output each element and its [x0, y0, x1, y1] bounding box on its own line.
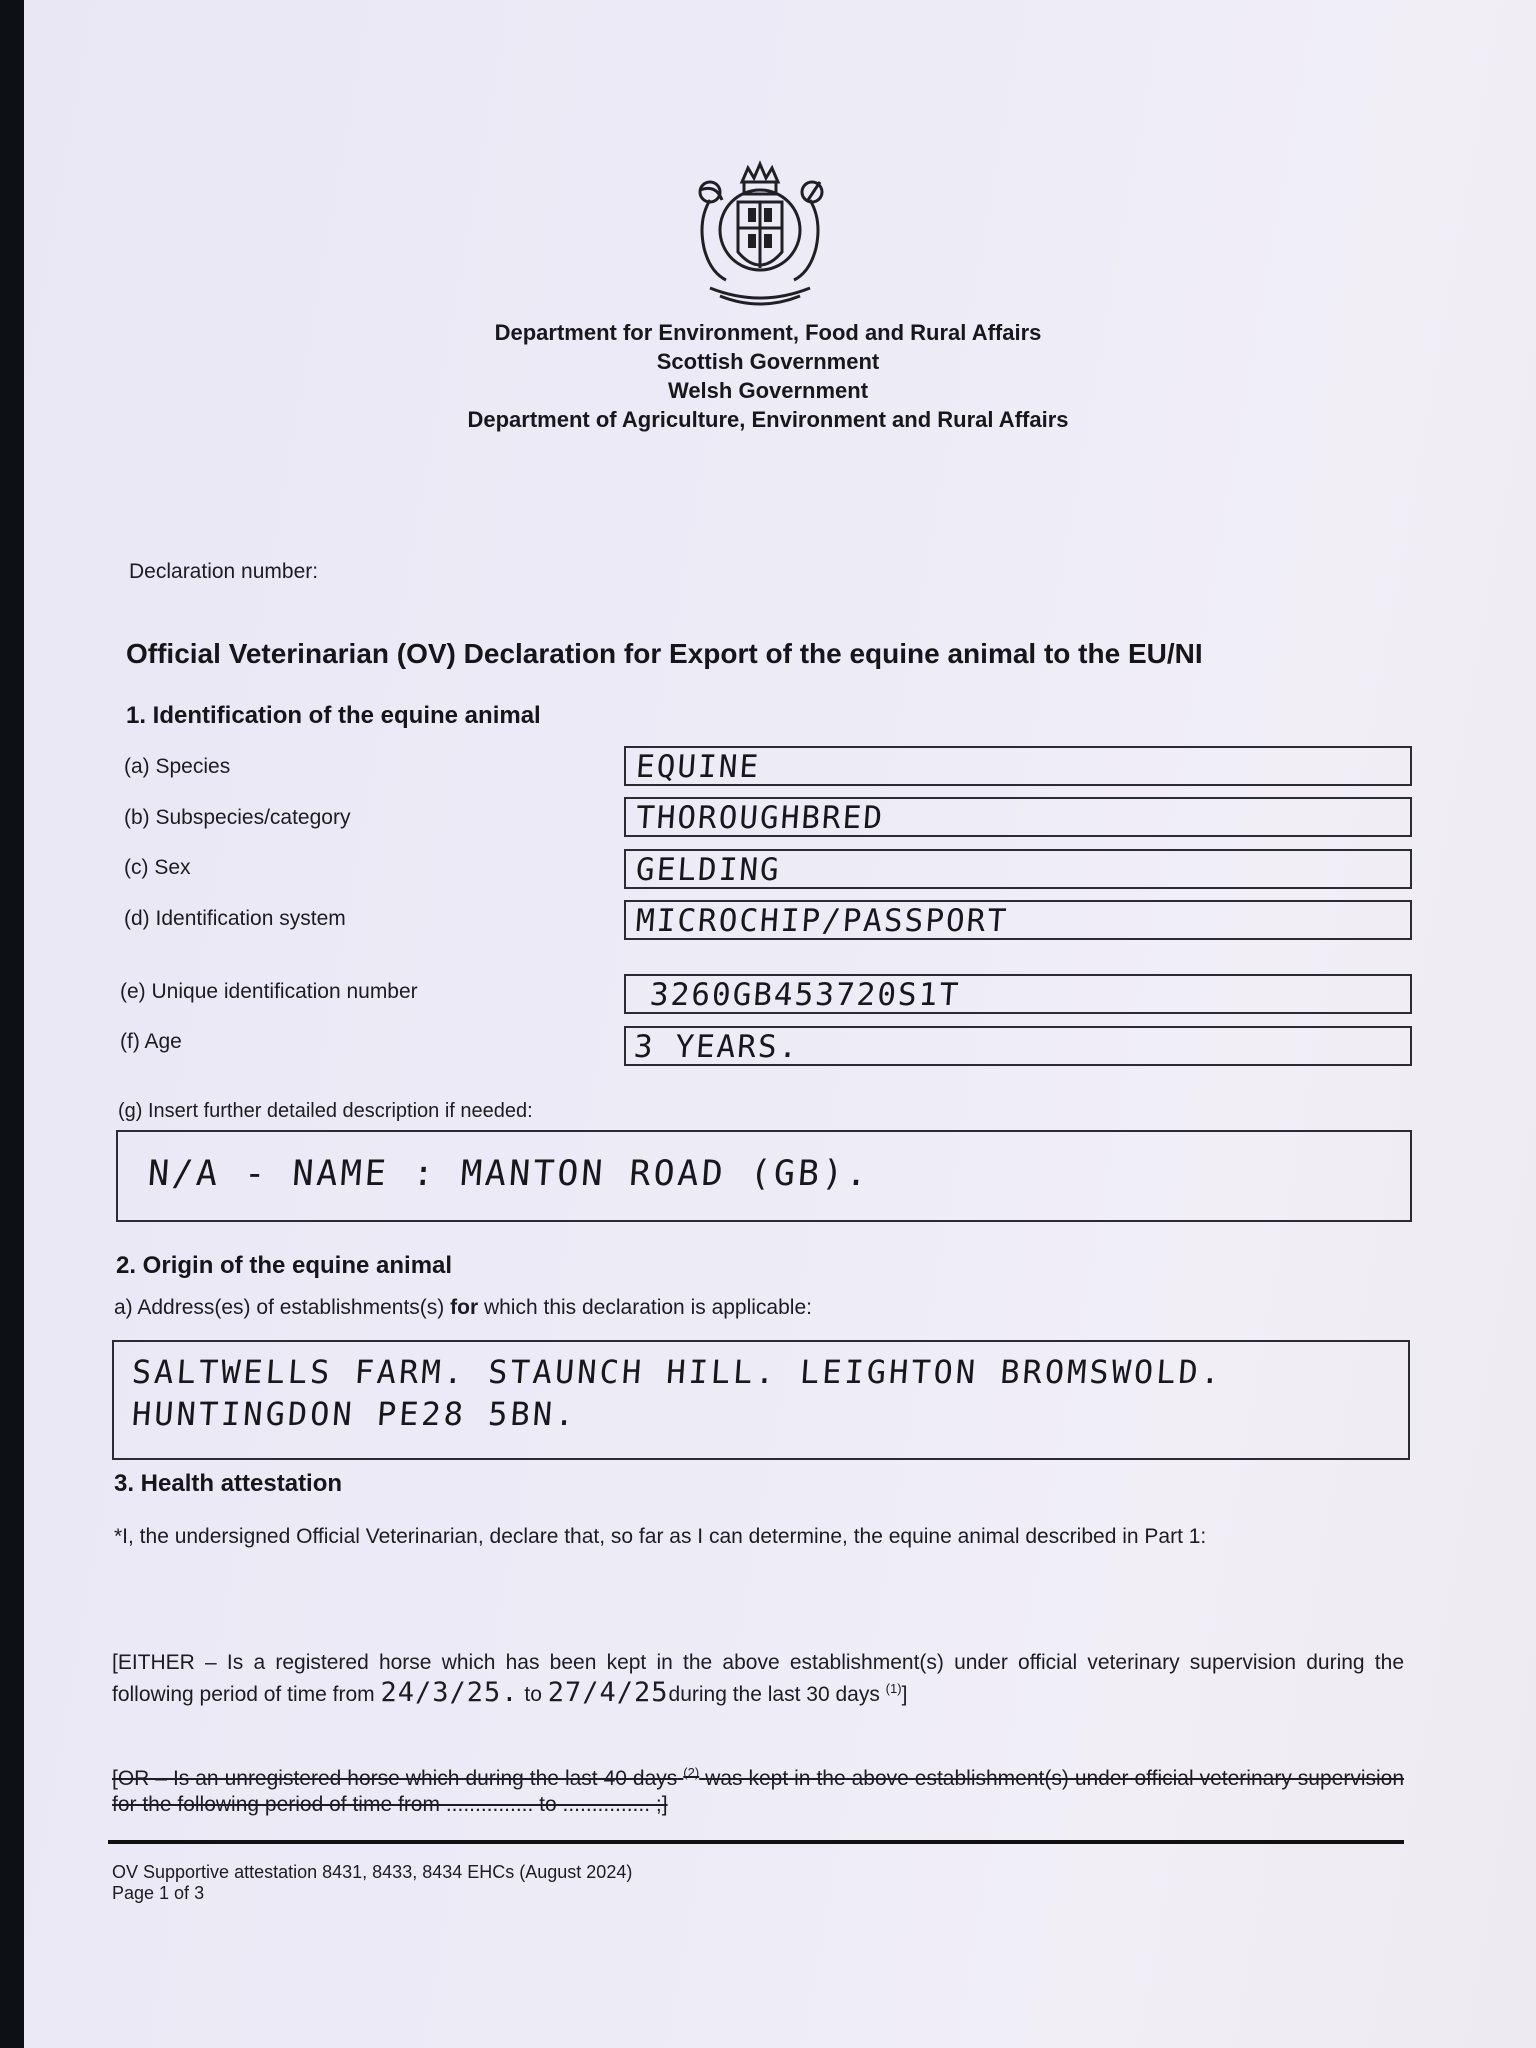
species-label: (a) Species	[124, 755, 231, 778]
footer-rule	[108, 1840, 1404, 1844]
address-label	[114, 1296, 812, 1320]
unique-id-label: (e) Unique identification number	[120, 980, 418, 1003]
declaration-number-label: Declaration number:	[129, 560, 319, 583]
address-line-1: SALTWELLS FARM. STAUNCH HILL. LEIGHTON BROMSWOLD.	[130, 1353, 1225, 1391]
species-field[interactable]	[624, 746, 1412, 786]
either-tail: during the last 30 days	[668, 1683, 880, 1706]
further-description-label: (g) Insert further detailed description if needed:	[118, 1100, 533, 1122]
footer	[112, 1862, 632, 1904]
section-3-heading: 3. Health attestation	[114, 1470, 343, 1497]
subspecies-field[interactable]	[624, 797, 1412, 837]
either-to-word: to	[524, 1683, 542, 1706]
address-field[interactable]	[112, 1340, 1410, 1460]
identification-system-label: (d) Identification system	[124, 907, 346, 930]
address-line-2: HUNTINGDON PE28 5BN.	[130, 1395, 579, 1433]
department-line: Department for Environment, Food and Rural Affairs	[494, 320, 1042, 345]
subspecies-label: (b) Subspecies/category	[124, 806, 351, 829]
age-label: (f) Age	[120, 1030, 182, 1053]
either-from-date[interactable]: 24/3/25.	[380, 1677, 519, 1708]
unique-id-value: 3260GB453720S1T	[648, 977, 962, 1013]
either-close: ]	[901, 1683, 908, 1706]
identification-system-value: MICROCHIP/PASSPORT	[634, 903, 1010, 939]
footnote-ref-2: (2)	[683, 1765, 700, 1780]
or-text-b: was kept in the above establishment(s) under official veterinary supervision for the following period of time from ............... to ............... ;]	[112, 1767, 1405, 1816]
unique-id-field[interactable]	[624, 974, 1412, 1014]
sex-value: GELDING	[634, 852, 782, 888]
either-text: [EITHER – Is a registered horse which has been kept in the above establishment(s) under official veterinary supervision during the following period of time from	[112, 1651, 1404, 1706]
species-value: EQUINE	[634, 749, 762, 785]
department-line: Department of Agriculture, Environment and Rural Affairs	[467, 407, 1069, 432]
royal-coat-of-arms-icon	[670, 160, 850, 310]
sex-field[interactable]	[624, 849, 1412, 889]
page-number: Page 1 of 3	[112, 1883, 205, 1903]
address-label-text: which this declaration is applicable:	[478, 1296, 812, 1319]
further-description-field[interactable]	[116, 1130, 1412, 1222]
footnote-ref-1: (1)	[885, 1681, 902, 1696]
sex-label: (c) Sex	[124, 856, 191, 879]
department-line: Welsh Government	[667, 378, 869, 403]
subspecies-value: THOROUGHBRED	[634, 800, 886, 836]
age-value: 3 YEARS.	[632, 1029, 801, 1065]
either-to-date[interactable]: 27/4/25	[547, 1677, 669, 1708]
age-field[interactable]	[624, 1026, 1412, 1066]
footer-attestation: OV Supportive attestation 8431, 8433, 8434 EHCs (August 2024)	[112, 1862, 633, 1882]
department-line: Scottish Government	[656, 349, 880, 374]
section-2-heading: 2. Origin of the equine animal	[116, 1252, 453, 1279]
health-attestation-intro: *I, the undersigned Official Veterinarian, declare that, so far as I can determine, the equine animal described in Part 1:	[114, 1525, 1207, 1548]
address-label-bold: for	[450, 1296, 479, 1319]
section-1-heading: 1. Identification of the equine animal	[126, 702, 541, 729]
identification-system-field[interactable]	[624, 900, 1412, 940]
or-clause	[112, 1760, 1404, 1818]
address-label-text: a) Address(es) of establishments(s)	[114, 1296, 451, 1319]
either-clause	[112, 1650, 1404, 1708]
document-title: Official Veterinarian (OV) Declaration for Export of the equine animal to the EU/NI	[126, 638, 1203, 669]
or-text-a: [OR – Is an unregistered horse which during the last 40 days	[112, 1767, 678, 1790]
further-description-value: N/A - NAME : MANTON ROAD (GB).	[146, 1154, 872, 1194]
